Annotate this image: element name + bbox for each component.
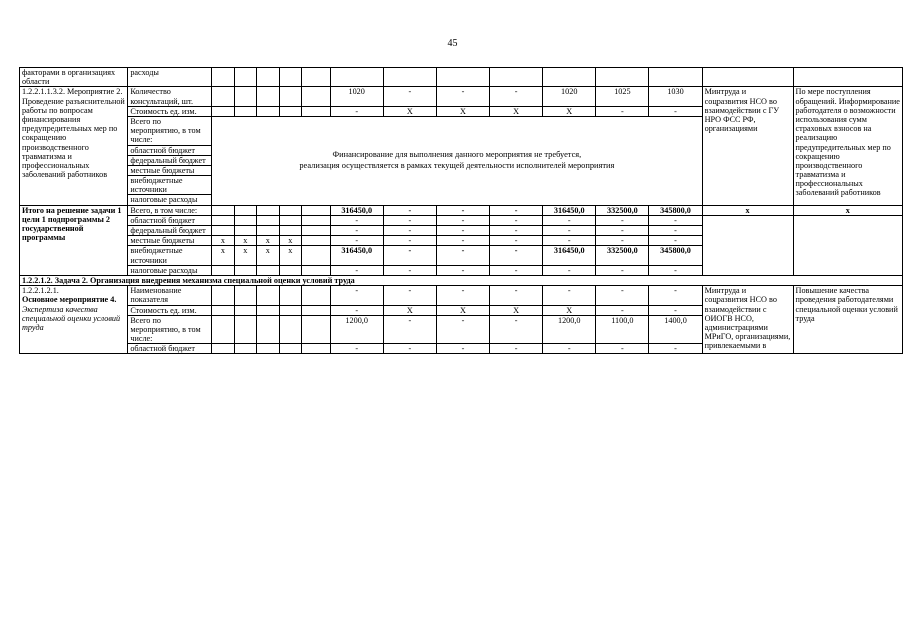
cell	[20, 286, 128, 354]
cell: -	[383, 344, 436, 354]
cell: областной бюджет	[128, 344, 212, 354]
cell: 1100,0	[596, 315, 649, 344]
cell: Минтруда и соцразвития НСО во взаимодействии с ГУ НРО ФСС РФ, организациями	[702, 87, 793, 205]
cell: -	[436, 315, 489, 344]
cell: x	[257, 246, 279, 265]
cell: -	[543, 286, 596, 305]
cell: 1020	[543, 87, 596, 106]
cell: Стоимость ед. изм.	[128, 106, 212, 116]
cell: 316450,0	[543, 205, 596, 215]
cell: -	[436, 286, 489, 305]
cell: -	[649, 215, 702, 225]
cell: Всего, в том числе:	[128, 205, 212, 215]
cell: 1020	[330, 87, 383, 106]
cell: X	[543, 106, 596, 116]
cell: x	[212, 236, 234, 246]
cell: -	[596, 305, 649, 315]
item-subtitle: Экспертиза качества специальной оценки условий труда	[22, 304, 121, 332]
table-row	[20, 68, 903, 87]
cell: факторами в организациях области	[20, 68, 128, 87]
cell: X	[490, 106, 543, 116]
cell: -	[490, 246, 543, 265]
cell: x	[234, 246, 256, 265]
cell: -	[330, 215, 383, 225]
cell: -	[596, 106, 649, 116]
cell: -	[436, 265, 489, 275]
section-heading: 1.2.2.1.2. Задача 2. Организация внедрения механизма специальной оценки условий труда	[20, 275, 903, 285]
cell: налоговые расходы	[128, 265, 212, 275]
cell: -	[490, 315, 543, 344]
cell: Наименование показателя	[128, 286, 212, 305]
cell: 332500,0	[596, 246, 649, 265]
cell: местные бюджеты	[128, 236, 212, 246]
cell: налоговые расходы	[128, 195, 212, 205]
cell: федеральный бюджет	[128, 155, 212, 165]
cell: -	[543, 215, 596, 225]
cell: -	[383, 205, 436, 215]
cell: -	[490, 87, 543, 106]
cell: -	[383, 286, 436, 305]
cell: -	[383, 236, 436, 246]
cell: -	[383, 246, 436, 265]
cell: внебюджетные источники	[128, 176, 212, 195]
cell: -	[649, 236, 702, 246]
cell: -	[436, 87, 489, 106]
page-number: 45	[447, 38, 458, 49]
cell: -	[649, 265, 702, 275]
cell: X	[436, 106, 489, 116]
cell: 332500,0	[596, 205, 649, 215]
cell: x	[257, 236, 279, 246]
cell: -	[436, 226, 489, 236]
cell: -	[330, 305, 383, 315]
cell: X	[490, 305, 543, 315]
cell: Всего по мероприятию, в том числе:	[128, 116, 212, 145]
cell: -	[596, 236, 649, 246]
cell: 1025	[596, 87, 649, 106]
cell: -	[330, 344, 383, 354]
cell: -	[490, 226, 543, 236]
cell: x	[279, 246, 301, 265]
cell: -	[490, 344, 543, 354]
cell: федеральный бюджет	[128, 226, 212, 236]
cell: -	[490, 215, 543, 225]
cell: -	[543, 344, 596, 354]
cell: X	[383, 106, 436, 116]
table-row	[20, 205, 903, 215]
cell: -	[596, 344, 649, 354]
cell: -	[649, 226, 702, 236]
cell: -	[596, 286, 649, 305]
table-row	[20, 275, 903, 285]
note-line-1: Финансирование для выполнения данного мероприятия не требуется,	[332, 150, 582, 160]
note-line-2: реализация осуществляется в рамках текущей деятельности исполнителей мероприятия	[299, 160, 615, 170]
cell: -	[543, 236, 596, 246]
cell: По мере поступления обращений. Информирование работодателя о возможности использования сумм страховых взносов на реализацию предупредительных мер по сокращению производственного травматизма и профессиональных заболеваний работников	[793, 87, 902, 205]
cell: -	[330, 226, 383, 236]
table-row	[20, 87, 903, 106]
cell: 1200,0	[543, 315, 596, 344]
cell: внебюджетные источники	[128, 246, 212, 265]
cell: -	[596, 265, 649, 275]
table-row	[20, 286, 903, 305]
cell: x	[212, 246, 234, 265]
cell: 316450,0	[543, 246, 596, 265]
cell: -	[596, 215, 649, 225]
cell: 1030	[649, 87, 702, 106]
item-number: 1.2.2.1.2.1.	[22, 286, 59, 296]
cell: -	[383, 315, 436, 344]
cell: -	[330, 106, 383, 116]
cell: X	[383, 305, 436, 315]
cell: 345800,0	[649, 246, 702, 265]
cell: x	[793, 205, 902, 215]
cell: -	[383, 265, 436, 275]
cell: 316450,0	[330, 246, 383, 265]
cell: расходы	[128, 68, 212, 87]
cell: x	[234, 236, 256, 246]
cell: -	[490, 265, 543, 275]
cell: -	[649, 305, 702, 315]
cell: 1.2.2.1.1.3.2. Мероприятие 2. Проведение разъяснительной работы по вопросам финансирования предупредительных мер по сокращению производственного травматизма и профессиональных заболеваний работников	[20, 87, 128, 205]
cell: -	[543, 265, 596, 275]
cell: -	[436, 215, 489, 225]
cell: 1400,0	[649, 315, 702, 344]
cell: областной бюджет	[128, 145, 212, 155]
program-table	[19, 67, 903, 354]
merged-note	[212, 116, 702, 205]
cell: 1200,0	[330, 315, 383, 344]
cell: X	[436, 305, 489, 315]
cell: -	[649, 286, 702, 305]
cell: областной бюджет	[128, 215, 212, 225]
cell: -	[490, 286, 543, 305]
cell: -	[649, 106, 702, 116]
cell: -	[330, 286, 383, 305]
cell: -	[543, 226, 596, 236]
cell: -	[436, 236, 489, 246]
cell: Количество консультаций, шт.	[128, 87, 212, 106]
item-title: Основное мероприятие 4.	[22, 295, 117, 305]
cell: Повышение качества проведения работодателями специальной оценки условий труда	[793, 286, 902, 354]
cell: -	[383, 226, 436, 236]
cell: -	[330, 265, 383, 275]
cell: -	[383, 215, 436, 225]
cell: -	[490, 236, 543, 246]
cell: 345800,0	[649, 205, 702, 215]
cell: Итого на решение задачи 1 цели 1 подпрограммы 2 государственной программы	[20, 205, 128, 275]
cell: Всего по мероприятию, в том числе:	[128, 315, 212, 344]
cell: местные бюджеты	[128, 165, 212, 175]
cell: -	[330, 236, 383, 246]
cell: -	[436, 205, 489, 215]
table-row	[20, 215, 903, 225]
cell: -	[436, 246, 489, 265]
cell: X	[543, 305, 596, 315]
cell: -	[649, 344, 702, 354]
cell: x	[702, 205, 793, 215]
cell: x	[279, 236, 301, 246]
cell: -	[436, 344, 489, 354]
cell: -	[490, 205, 543, 215]
cell: 316450,0	[330, 205, 383, 215]
cell: Стоимость ед. изм.	[128, 305, 212, 315]
cell: -	[383, 87, 436, 106]
cell: -	[596, 226, 649, 236]
cell: Минтруда и соцразвития НСО во взаимодействии с ОИОГВ НСО, администрациями МРиГО, организациями, привлекаемыми в	[702, 286, 793, 354]
